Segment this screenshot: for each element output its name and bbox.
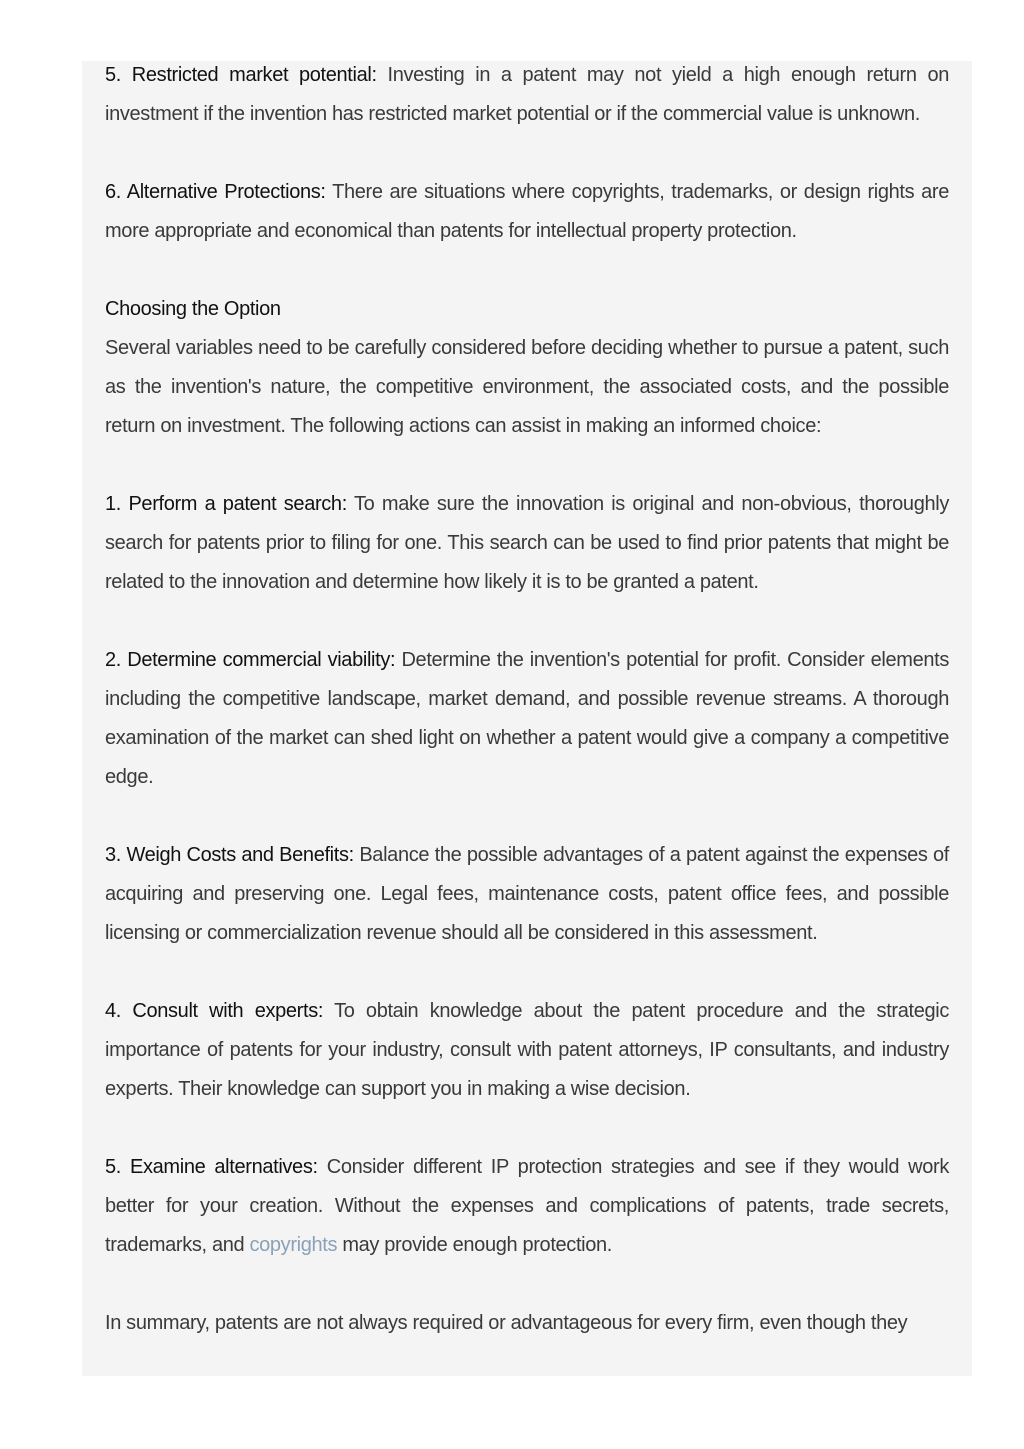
point-lead: 5. Restricted market potential: — [105, 64, 377, 86]
step-lead: 5. Examine alternatives: — [105, 1156, 318, 1178]
step-text: To make sure the innovation is original and non-obvious, thoroughly search for patents prior to filing for one. This search can be used to find prior patents that might be related to the innovation and determine how likely it is to be granted a patent. — [105, 493, 949, 593]
paragraph-restricted-market — [105, 61, 949, 134]
point-text: Investing in a patent may not yield a high enough return on investment if the invention has restricted market potential or if the commercial value is unknown. — [105, 64, 949, 125]
copyrights-link[interactable]: copyrights — [249, 1234, 338, 1256]
step-lead: 2. Determine commercial viability: — [105, 649, 396, 671]
step-text: To obtain knowledge about the patent procedure and the strategic importance of patents for your industry, consult with patent attorneys, IP consultants, and industry experts. Their knowledge can support you in making a wise decision. — [105, 1000, 949, 1100]
paragraph-step-3 — [105, 836, 949, 953]
article-body — [105, 61, 949, 1343]
paragraph-step-2 — [105, 641, 949, 797]
step-text: Balance the possible advantages of a patent against the expenses of acquiring and preserving one. Legal fees, maintenance costs, patent office fees, and possible licensing or commercialization revenue should all be considered in this assessment. — [105, 844, 950, 944]
paragraph-step-5 — [105, 1148, 949, 1265]
article-panel — [82, 61, 972, 1376]
summary-paragraph: In summary, patents are not always required or advantageous for every firm, even though they — [105, 1312, 908, 1334]
step-lead: 1. Perform a patent search: — [105, 493, 347, 515]
paragraph-alternative-protections — [105, 173, 949, 251]
paragraph-step-4 — [105, 992, 949, 1109]
point-text: There are situations where copyrights, trademarks, or design rights are more appropriate and economical than patents for intellectual property protection. — [105, 181, 949, 242]
step-lead: 4. Consult with experts: — [105, 1000, 324, 1022]
step-text: Determine the invention's potential for profit. Consider elements including the competitive landscape, market demand, and possible revenue streams. A thorough examination of the market can shed light on whether a patent would give a company a competitive edge. — [105, 649, 949, 788]
step-text: Consider different IP protection strategies and see if they would work better for your creation. Without the expenses and complications of patents, trade secrets, trademarks, and — [105, 1156, 949, 1256]
section-intro: Several variables need to be carefully considered before deciding whether to pursue a patent, such as the invention's nature, the competitive environment, the associated costs, and the possible return on investment. The following actions can assist in making an informed choice: — [105, 337, 949, 437]
step-lead: 3. Weigh Costs and Benefits: — [105, 844, 354, 866]
section-heading: Choosing the Option — [105, 298, 281, 320]
step-text: may provide enough protection. — [337, 1234, 613, 1256]
paragraph-step-1 — [105, 485, 949, 602]
point-lead: 6. Alternative Protections: — [105, 181, 326, 203]
